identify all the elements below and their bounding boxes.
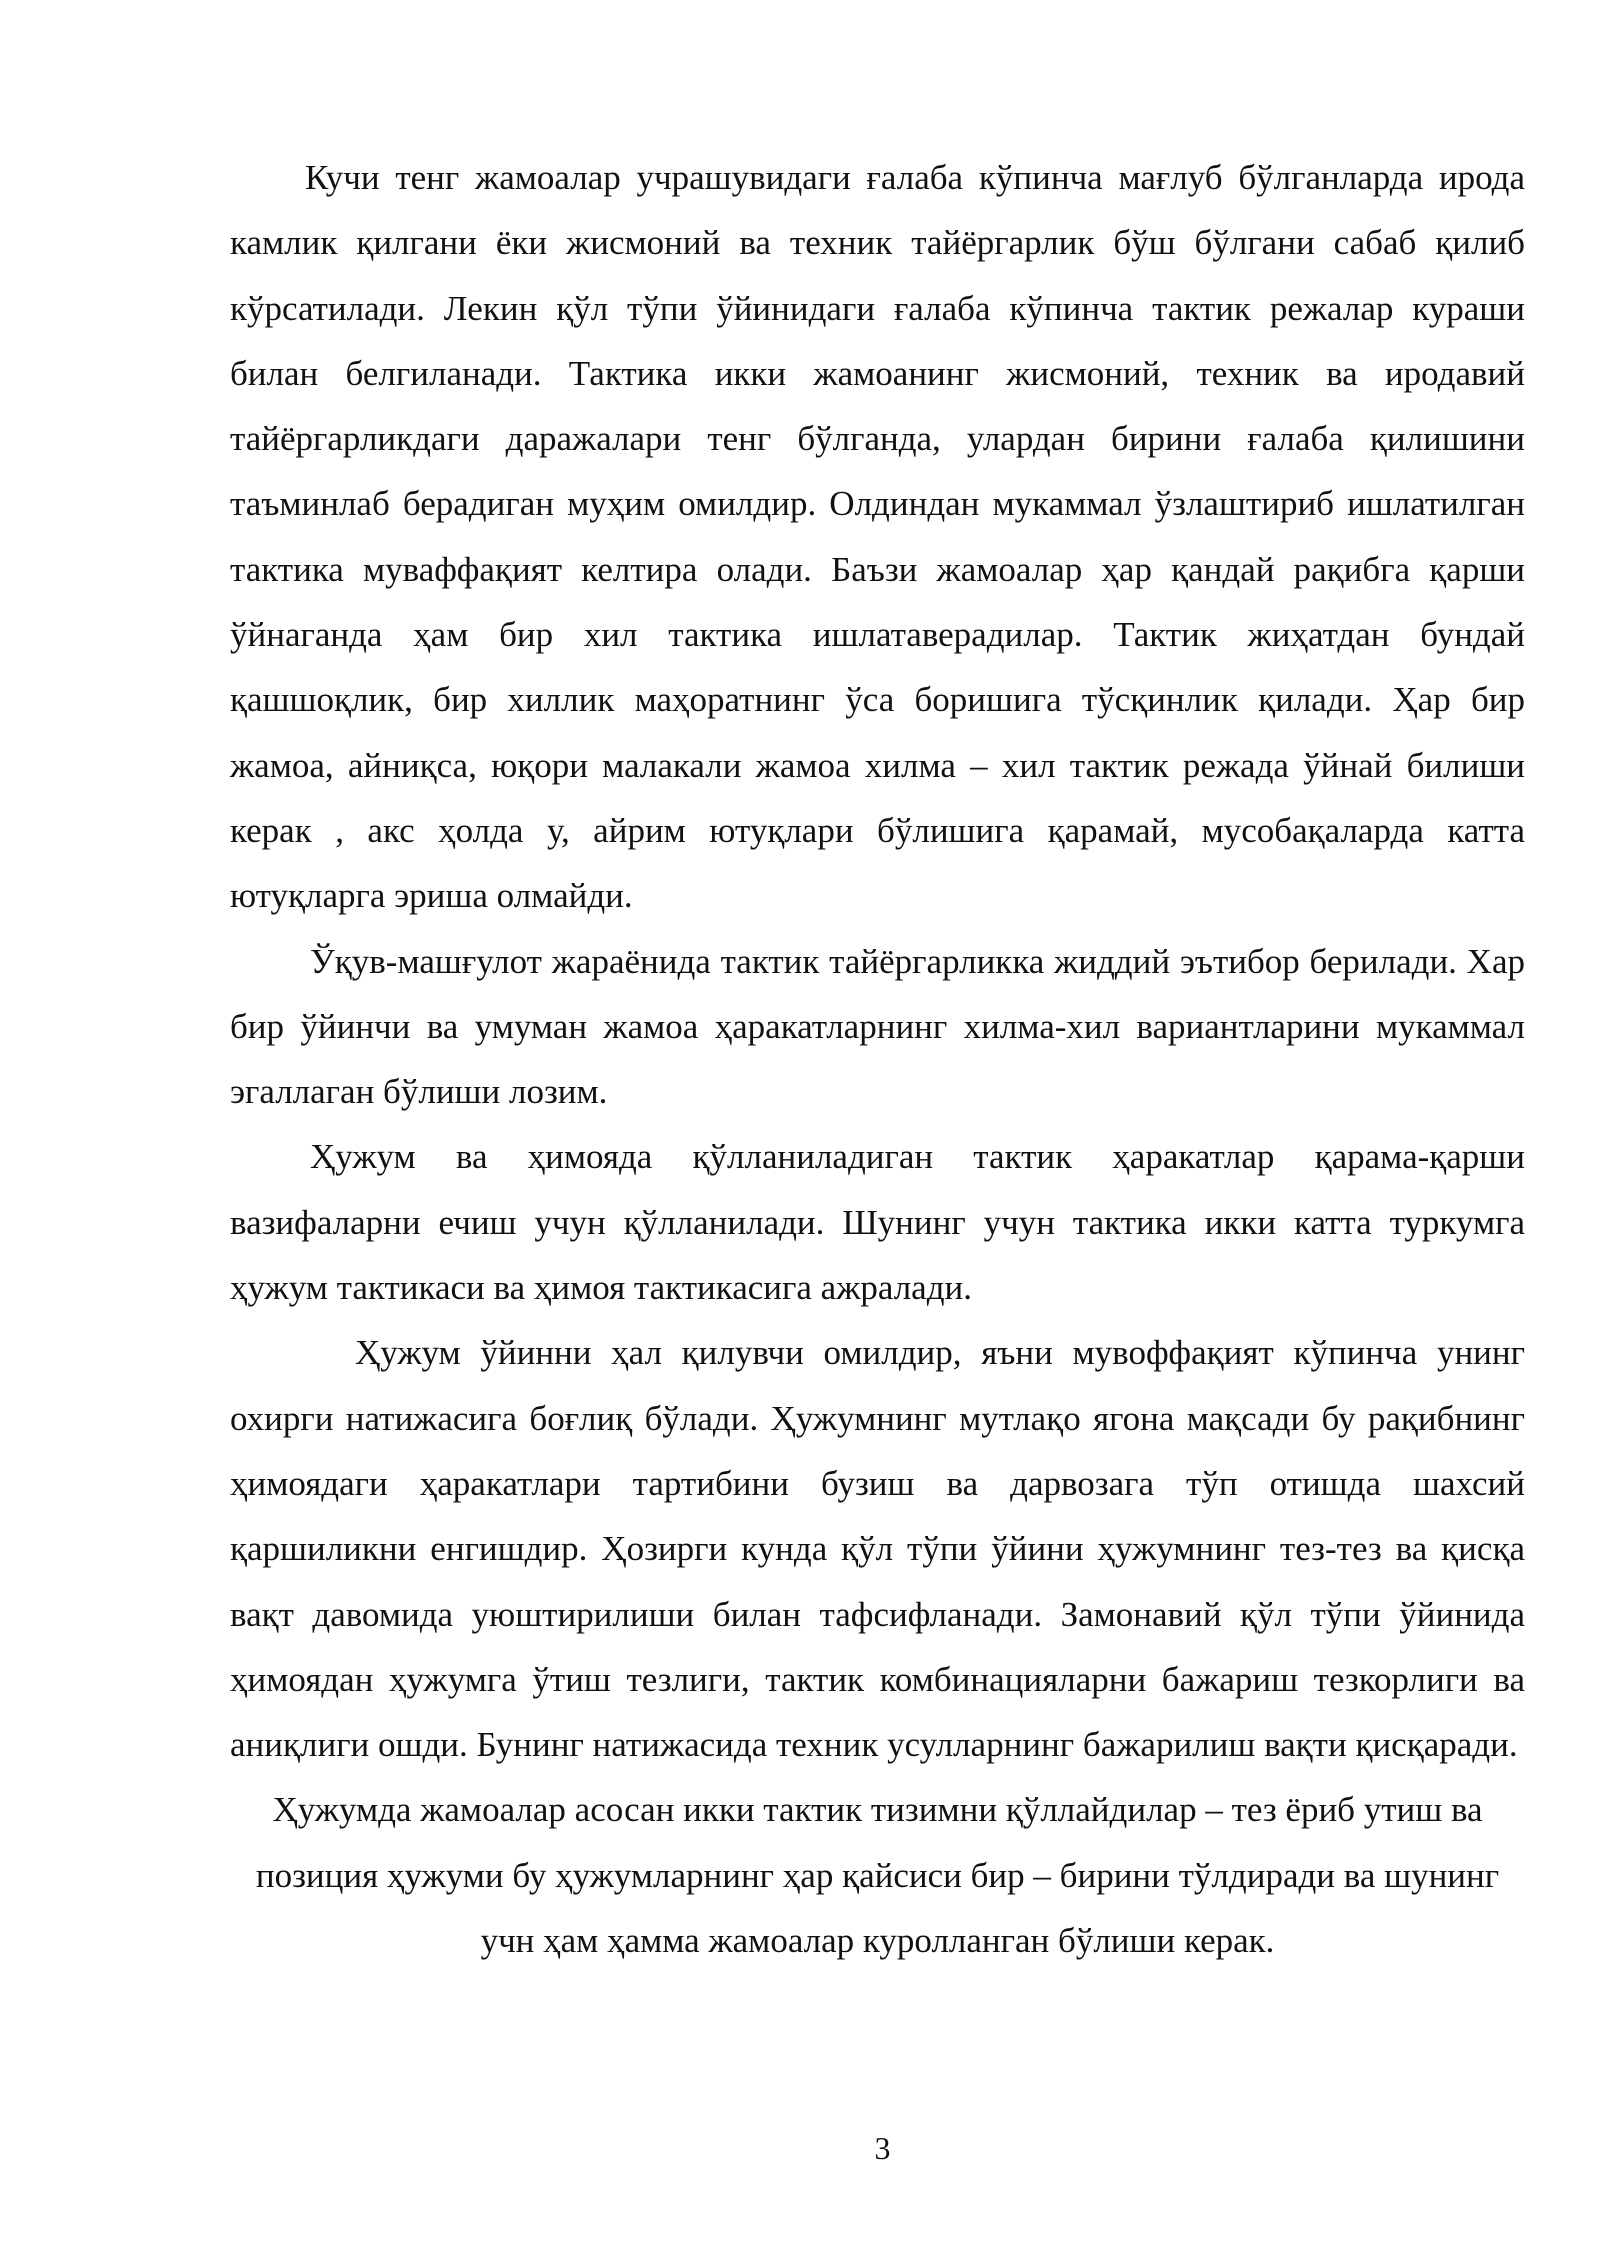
page-number: 3 [874, 2130, 891, 2166]
paragraph-2: Ўқув-машғулот жараёнида тактик тайёргарликка жиддий эътибор берилади. Хар бир ўйинчи ва умуман жамоа ҳаракатларнинг хилма-хил вариантларини мукаммал эгаллаган бўлиши лозим. [230, 941, 1525, 1112]
paragraph-3: Ҳужум ва ҳимояда қўлланиладиган тактик ҳаракатлар қарама-қарши вазифаларни ечиш учун қўлланилади. Шунинг учун тактика икки катта туркумга ҳужум тактикаси ва ҳимоя тактикасига ажралади. [230, 1137, 1525, 1308]
paragraph-5: Ҳужумда жамоалар асосан икки тактик тизимни қўллайдилар – тез ёриб утиш ва позиция ҳужуми бу ҳужумларнинг ҳар қайсиси бир – бирини тўлдиради ва шунинг учн ҳам ҳамма жамоалар куролланган бўлиши керак. [255, 1790, 1500, 1961]
paragraph-4: Ҳужум ўйинни ҳал қилувчи омилдир, яъни мувоффақият кўпинча унинг охирги натижасига боғлиқ бўлади. Ҳужумнинг мутлақо ягона мақсади бу рақибнинг ҳимоядаги ҳаракатлари тартибини бузиш ва дарвозага тўп отишда шахсий қаршиликни енгишдир. Ҳозирги кунда қўл тўпи ўйини ҳужумнинг тез-тез ва қисқа вақт давомида уюштирилиши билан тафсифланади. Замонавий қўл тўпи ўйинида ҳимоядан ҳужумга ўтиш тезлиги, тактик комбинацияларни бажариш тезкорлиги ва аниқлиги ошди. Бунинг натижасида техник усулларнинг бажарилиш вақти қисқаради. [230, 1333, 1525, 1765]
body-text [230, 145, 1525, 1973]
paragraph-1: Кучи тенг жамоалар учрашувидаги ғалаба кўпинча мағлуб бўлганларда ирода камлик қилгани ёки жисмоний ва техник тайёргарлик бўш бўлгани сабаб қилиб кўрсатилади. Лекин қўл тўпи ўйинидаги ғалаба кўпинча тактик режалар кураши билан белгиланади. Тактика икки жамоанинг жисмоний, техник ва иродавий тайёргарликдаги даражалари тенг бўлганда, улардан бирини ғалаба қилишини таъминлаб берадиган муҳим омилдир. Олдиндан мукаммал ўзлаштириб ишлатилган тактика муваффақият келтира олади. Баъзи жамоалар ҳар қандай рақибга қарши ўйнаганда ҳам бир хил тактика ишлатаверадилар. Тактик жиҳатдан бундай қашшоқлик, бир хиллик маҳоратнинг ўса боришига тўсқинлик қилади. Ҳар бир жамоа, айниқса, юқори малакали жамоа хилма – хил тактик режада ўйнай билиши керак , акс ҳолда у, айрим ютуқлари бўлишига қарамай, мусобақаларда катта ютуқларга эриша олмайди. [230, 158, 1525, 916]
